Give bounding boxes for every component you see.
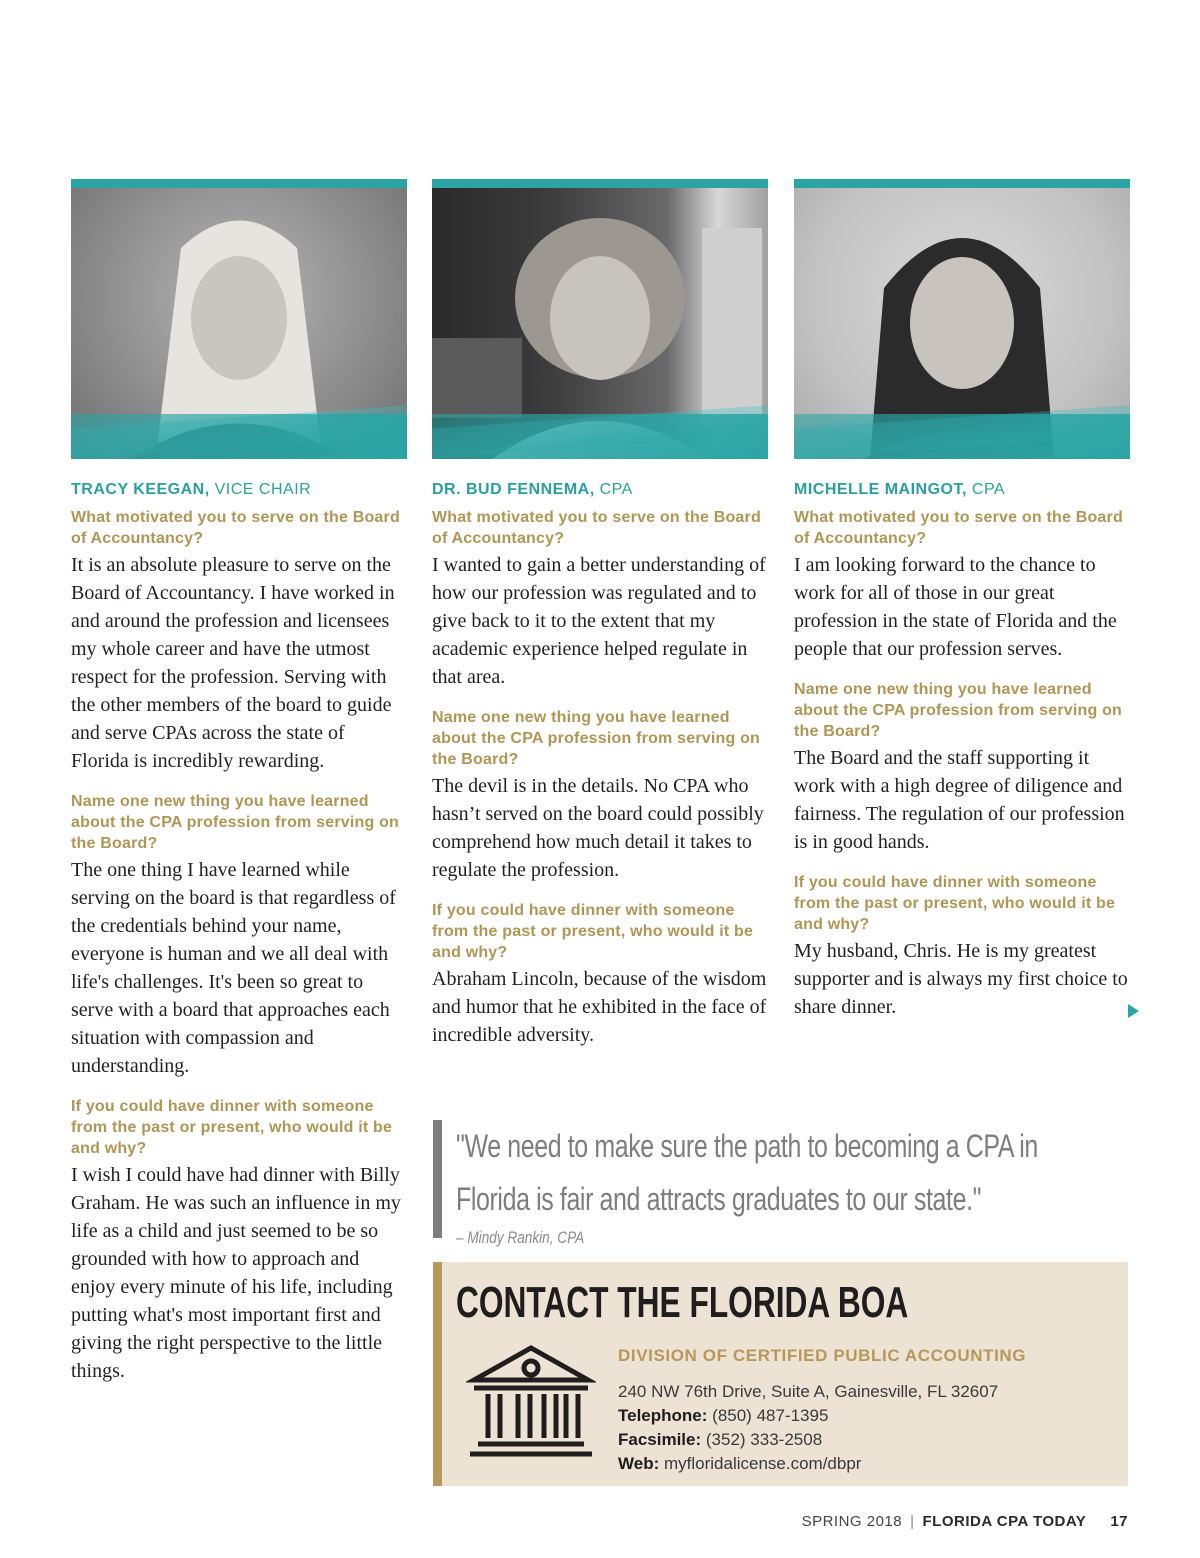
division-name: DIVISION OF CERTIFIED PUBLIC ACCOUNTING — [618, 1346, 1027, 1365]
question: Name one new thing you have learned about the CPA profession from serving on the Board? — [794, 681, 1123, 740]
continue-arrow-icon — [1128, 1004, 1139, 1018]
web-link[interactable]: myfloridalicense.com/dbpr — [663, 1454, 862, 1473]
telephone-line: Telephone: (850) 487-1395 — [618, 1406, 829, 1425]
member-column-keegan — [71, 179, 407, 1401]
portrait-photo — [794, 179, 1130, 459]
question: If you could have dinner with someone from the past or present, who would it be and why? — [794, 874, 1116, 933]
issue-label: SPRING 2018 — [801, 1513, 903, 1530]
web-line: Web: myfloridalicense.com/dbpr — [618, 1454, 862, 1473]
question: Name one new thing you have learned about the CPA profession from serving on the Board? — [432, 709, 761, 768]
answer: The devil is in the details. No CPA who hasn’t served on the board could possibly comprehend how much detail it takes to regulate the profession. — [432, 775, 764, 881]
contact-info — [618, 1346, 1026, 1476]
portrait-photo — [432, 179, 768, 459]
pull-quote — [433, 1120, 1146, 1247]
answer: The Board and the staff supporting it work with a high degree of diligence and fairness. The regulation of our profession is in good hands. — [794, 747, 1125, 853]
member-column-fennema — [432, 179, 768, 1065]
page-number: 17 — [1110, 1513, 1128, 1530]
member-name: MICHELLE MAINGOT, CPA — [794, 481, 1006, 498]
answer: I wanted to gain a better understanding of how our profession was regulated and to give back to it to the extent that my academic experience helped regulate in that area. — [432, 554, 766, 688]
answer: I am looking forward to the chance to work for all of those in our great profession in the state of Florida and the people that our profession serves. — [794, 554, 1117, 660]
member-name: TRACY KEEGAN, VICE CHAIR — [71, 481, 312, 498]
question: What motivated you to serve on the Board of Accountancy? — [71, 509, 400, 547]
question: Name one new thing you have learned about the CPA profession from serving on the Board? — [71, 793, 400, 852]
answer: Abraham Lincoln, because of the wisdom and humor that he exhibited in the face of incredible adversity. — [432, 968, 767, 1046]
quote-text: "We need to make sure the path to becoming a CPA in Florida is fair and attracts graduates to our state." — [456, 1128, 1038, 1217]
question: If you could have dinner with someone from the past or present, who would it be and why? — [432, 902, 754, 961]
portrait-photo — [71, 179, 407, 459]
footer-separator: | — [910, 1513, 915, 1530]
quote-attribution: – Mindy Rankin, CPA — [456, 1228, 585, 1247]
courthouse-icon — [466, 1342, 596, 1462]
page-footer — [802, 1513, 1128, 1530]
question: What motivated you to serve on the Board of Accountancy? — [794, 509, 1123, 547]
contact-box — [433, 1262, 1128, 1486]
question: What motivated you to serve on the Board of Accountancy? — [432, 509, 761, 547]
magazine-name: FLORIDA CPA TODAY — [922, 1513, 1087, 1530]
fax-number: (352) 333-2508 — [705, 1430, 823, 1449]
address: 240 NW 76th Drive, Suite A, Gainesville, FL 32607 — [618, 1382, 999, 1401]
answer: I wish I could have had dinner with Billy Graham. He was such an influence in my life as a child and just seemed to be so grounded with how to approach and enjoy every minute of his life, including putting what's most important first and giving the right perspective to the little things. — [71, 1164, 401, 1382]
fax-line: Facsimile: (352) 333-2508 — [618, 1430, 823, 1449]
answer: My husband, Chris. He is my greatest supporter and is always my first choice to share dinner. — [794, 940, 1128, 1018]
answer: The one thing I have learned while serving on the board is that regardless of the credentials behind your name, everyone is human and we all deal with life's challenges. It's been so great to serve with a board that approaches each situation with compassion and understanding. — [71, 859, 396, 1077]
answer: It is an absolute pleasure to serve on the Board of Accountancy. I have worked in and around the profession and licensees my whole career and have the utmost respect for the profession. Serving with the other members of the board to guide and serve CPAs across the state of Florida is incredibly rewarding. — [71, 554, 395, 772]
member-column-maingot — [794, 179, 1130, 1037]
contact-title: CONTACT THE FLORIDA BOA — [456, 1278, 909, 1327]
telephone-number: (850) 487-1395 — [712, 1406, 829, 1425]
question: If you could have dinner with someone from the past or present, who would it be and why? — [71, 1098, 393, 1157]
member-name: DR. BUD FENNEMA, CPA — [432, 481, 633, 498]
